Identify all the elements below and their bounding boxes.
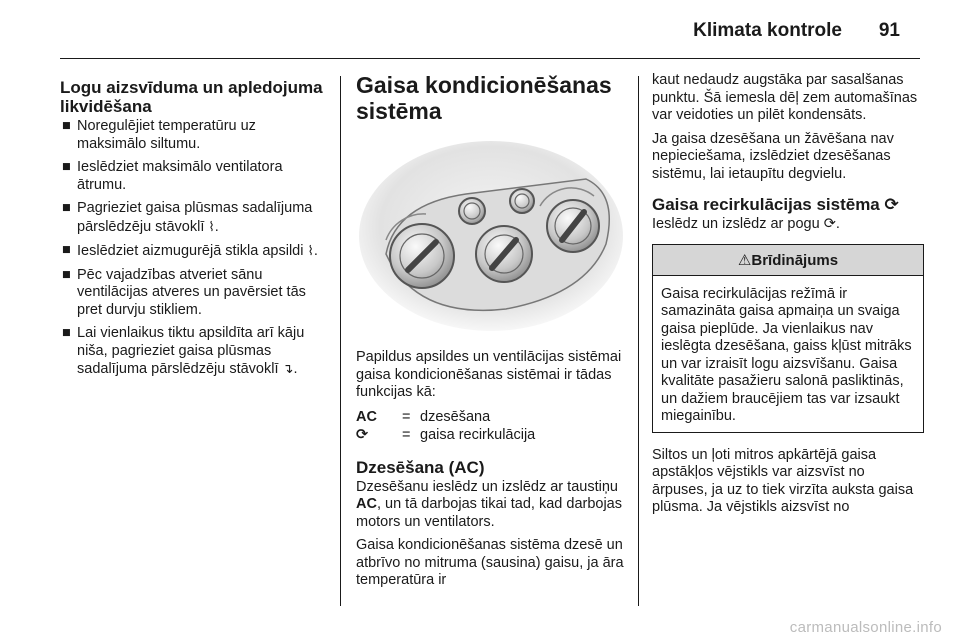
column-2 (356, 72, 626, 596)
page-number: 91 (878, 20, 900, 41)
header-rule (60, 58, 920, 59)
warning-text: Gaisa recirkulācijas režīmā ir samazināta gaisa apmaiņa un svaiga gaisa pieplūde. Ja vienlaikus nav ieslēgta dzesēšana, gaiss kļūst mitrāks un var izraisīt logu aizsvīšanu. Gaisa kvalitāte pasažieru salonā pasliktinās, un dažiem braucējiem tas var izsaukt miegainību. (661, 285, 912, 424)
defrost-steps (60, 118, 328, 379)
page-header (0, 0, 960, 58)
ac-system-heading: Gaisa kondicionēšanas sistēma (356, 72, 612, 124)
list-item: ■ Pagrieziet gaisa plūsmas sadalījuma pārslēdzēju stāvoklī ⌇. (62, 200, 313, 235)
recirculation-desc: gaisa recirkulācija (420, 426, 536, 443)
list-item: ■ Noregulējiet temperatūru uz maksimālo siltumu. (62, 118, 256, 152)
recirculation-paragraph: Ieslēdz un izslēdz ar pogu ⟳. (652, 216, 840, 232)
definition-row: AC = dzesēšana (356, 408, 491, 425)
ac-term: AC (356, 408, 377, 425)
cooling-paragraph: Dzesēšanu ieslēdz un izslēdz ar taustiņu AC, un tā darbojas tikai tad, kad darbojas motors un ventilators. (356, 478, 622, 530)
windscreen-defrost-icon: ⌇ (208, 218, 215, 234)
recirculation-icon: ⟳ (884, 195, 899, 214)
column-1 (60, 72, 328, 385)
condensate-paragraph: kaut nedaudz augstāka par sasalšanas punktu. Šā iemesla dēļ zem automašīnas var veidoties un pilēt kondensāts. (652, 72, 918, 123)
list-item: ■ Ieslēdziet maksimālo ventilatora ātrumu. (62, 159, 283, 193)
rear-window-heating-icon: ⌇ (307, 243, 314, 258)
list-item: ■ Lai vienlaikus tiktu apsildīta arī kāju niša, pagrieziet gaisa plūsmas sadalījuma pārslēdzēju stāvoklī ↴. (62, 325, 305, 377)
list-item: ■ Pēc vajadzības atveriet sānu ventilācijas atveres un pavērsiet tās pret durvju stikliem. (62, 266, 306, 318)
ac-intro: Papildus apsildes un ventilācijas sistēmai gaisa kondicionēšanas sistēmai ir tādas funkcijas kā: (356, 349, 622, 400)
warning-header (653, 245, 923, 276)
warning-title: Brīdinājums (751, 251, 839, 269)
warning-body (653, 276, 923, 432)
climate-control-panel-image (356, 134, 626, 339)
column-divider-1 (340, 76, 341, 606)
fuel-saving-paragraph: Ja gaisa dzesēšana un žāvēšana nav nepieciešama, izslēdziet dzesēšanas sistēmu, lai ietaupītu degvielu. (652, 130, 894, 182)
ac-paragraph: Gaisa kondicionēšanas sistēma dzesē un atbrīvo no mitruma (sausina) gaisu, ja āra temperatūra ir (356, 537, 624, 588)
footwell-windscreen-icon: ↴ (282, 361, 294, 376)
column-divider-2 (638, 76, 639, 606)
recirculation-icon: ⟳ (823, 216, 836, 232)
defrost-heading: Logu aizsvīduma un apledojuma likvidēšana (60, 78, 323, 116)
header-title: Klimata kontrole (693, 20, 842, 41)
watermark: carmanualsonline.info (789, 619, 942, 636)
column-3 (652, 72, 924, 523)
list-item: ■ Ieslēdziet aizmugurējā stikla apsildi ⌇. (62, 242, 318, 259)
recirculation-icon: ⟳ (356, 426, 369, 443)
definition-row: ⟳ = gaisa recirkulācija (356, 426, 536, 443)
recirculation-heading: Gaisa recirkulācijas sistēma ⟳ (652, 195, 899, 214)
ac-desc: dzesēšana (420, 408, 491, 425)
cooling-heading: Dzesēšana (AC) (356, 457, 485, 477)
warning-icon: ⚠ (737, 251, 752, 269)
warning-box (652, 244, 924, 433)
humid-conditions-paragraph: Siltos un ļoti mitros apkārtējā gaisa apstākļos vējstikls var aizsvīst no ārpuses, ja uz to tiek virzīta auksta gaisa plūsma. Ja vējstikls aizsvīst no (652, 446, 914, 515)
